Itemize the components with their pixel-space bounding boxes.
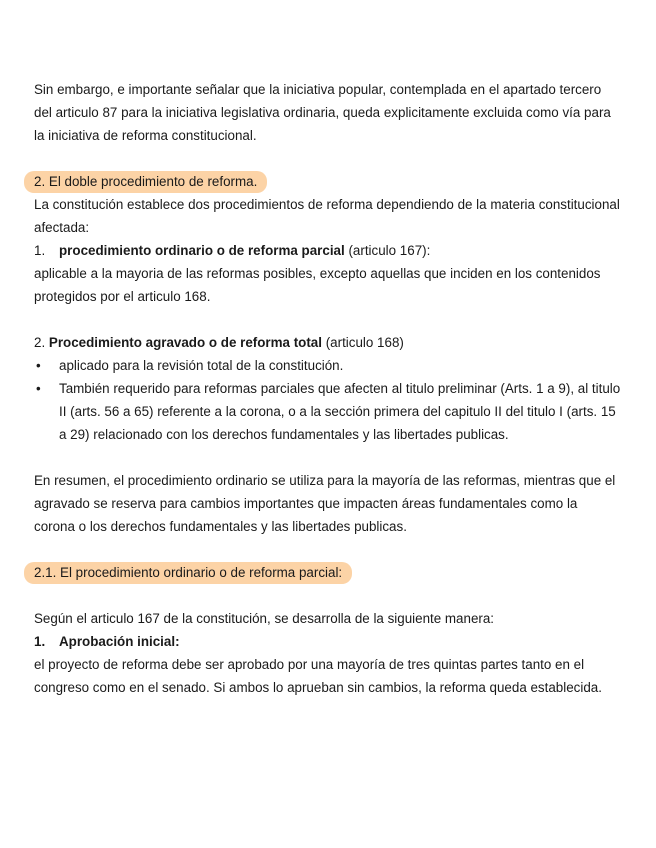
bullet-icon: • (36, 358, 41, 373)
item-title-bold: Aprobación inicial: (59, 634, 180, 649)
section-intro: Según el articulo 167 de la constitución, se desarrolla de la siguiente manera: (34, 611, 495, 626)
section-heading-procedimiento-ordinario (34, 561, 622, 584)
item-number: 1. (34, 243, 46, 258)
item-title-rest: (articulo 167): (344, 243, 431, 258)
bullet-text: También requerido para reformas parciales que afecten al titulo preliminar (Arts. 1 a 9), al titulo II (arts. 56 a 65) referente a la corona, o a la sección primera del capitulo II del titulo I (arts. 15 a 29) relacionado con los derechos fundamentales y las libertades publicas. (59, 381, 621, 442)
list-item-aprobacion-inicial (34, 630, 622, 653)
list-item (34, 354, 622, 377)
item-prefix: 2. (34, 335, 49, 350)
item-title (59, 239, 430, 262)
paragraph-iniciativa-popular: Sin embargo, e importante señalar que la iniciativa popular, contemplada en el apartado tercero del articulo 87 para la iniciativa legislativa ordinaria, queda explicitamente excluida como vía para la iniciativa de reforma constitucional. (34, 82, 611, 143)
highlighted-heading: 2. El doble procedimiento de reforma. (24, 171, 267, 193)
spacer (34, 446, 622, 469)
bullet-text: aplicado para la revisión total de la constitución. (59, 358, 344, 373)
item-title-bold: Procedimiento agravado o de reforma total (48, 335, 322, 350)
item-title-rest: (articulo 168) (321, 335, 404, 350)
list-item-procedimiento-agravado (34, 331, 622, 354)
section-heading-doble-procedimiento (34, 170, 622, 193)
spacer (34, 308, 622, 331)
item-title-bold: procedimiento ordinario o de reforma parcial (59, 243, 345, 258)
spacer (34, 584, 622, 607)
bullet-list (34, 354, 622, 446)
paragraph-resumen: En resumen, el procedimiento ordinario se utiliza para la mayoría de las reformas, mientras que el agravado se reserva para cambios importantes que impacten áreas fundamentales como la corona o los derechos fundamentales y las libertades publicas. (34, 473, 616, 534)
bullet-icon: • (36, 381, 41, 396)
item-description: aplicable a la mayoria de las reformas posibles, excepto aquellas que inciden en los contenidos protegidos por el articulo 168. (34, 266, 601, 304)
list-item-procedimiento-ordinario (34, 239, 622, 262)
spacer (34, 538, 622, 561)
spacer (34, 147, 622, 170)
item-number: 1. (34, 634, 46, 649)
item-description: el proyecto de reforma debe ser aprobado por una mayoría de tres quintas partes tanto en el congreso como en el senado. Si ambos lo aprueban sin cambios, la reforma queda establecida. (34, 657, 602, 695)
section-intro: La constitución establece dos procedimientos de reforma dependiendo de la materia constitucional afectada: (34, 197, 620, 235)
highlighted-heading: 2.1. El procedimiento ordinario o de reforma parcial: (24, 562, 352, 584)
list-item (34, 377, 622, 446)
